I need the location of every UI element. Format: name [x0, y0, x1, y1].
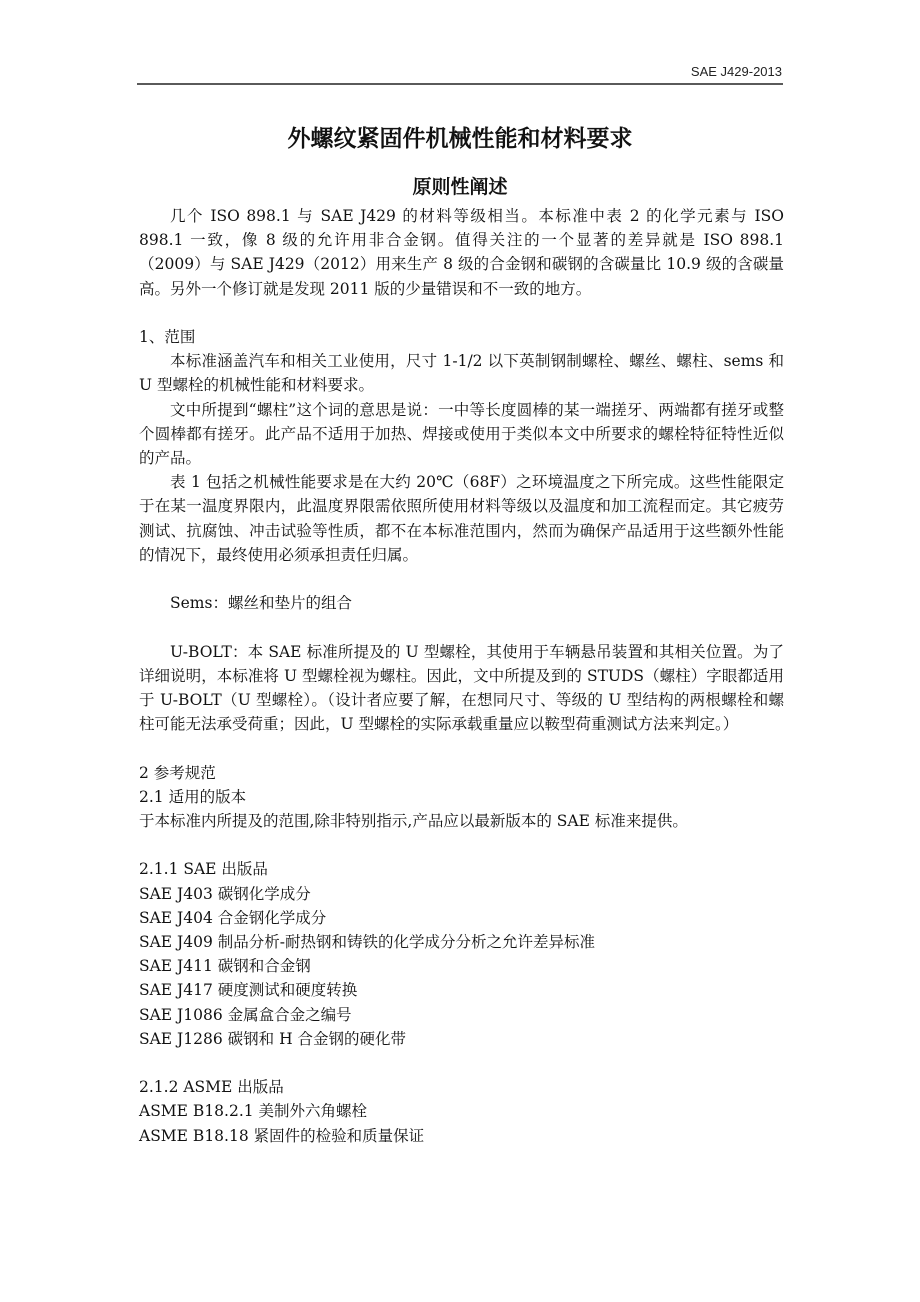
section-2-1-1-heading: 2.1.1 SAE 出版品 [139, 860, 268, 879]
preamble-paragraph: 几个 ISO 898.1 与 SAE J429 的材料等级相当。本标准中表 2 的化学元素与 ISO 898.1 一致，像 8 级的允许用非合金钢。值得关注的一个显著的差异就是 ISO 898.1（2009）与 SAE J429（2012）用来生产 8 级的合金钢和碳钢的含碳量比 10.9 级的含碳量高。另外一个修订就是发现 2011 版的少量错误和不一致的地方。 [139, 207, 784, 298]
spacer [139, 567, 784, 591]
ubolt-definition: U-BOLT：本 SAE 标准所提及的 U 型螺栓，其使用于车辆悬吊装置和其相关位置。为了详细说明，本标准将 U 型螺栓视为螺柱。因此，文中所提及到的 STUDS（螺柱）字眼都适用于 U-BOLT（U 型螺栓）。（设计者应要了解，在想同尺寸、等级的 U 型结构的两根螺栓和螺柱可能无法承受荷重；因此，U 型螺栓的实际承载重量应以鞍型荷重测试方法来判定。） [139, 642, 784, 734]
sae-ref-j409: SAE J409 制品分析-耐热钢和铸铁的化学成分分析之允许差异标准 [139, 933, 596, 952]
document-subtitle: 原则性阐述 [412, 176, 508, 198]
sae-ref-j417: SAE J417 硬度测试和硬度转换 [139, 981, 358, 1000]
sae-ref-j404: SAE J404 合金钢化学成分 [139, 908, 327, 927]
spacer [139, 736, 784, 760]
section-2-1-text: 于本标准内所提及的范围,除非特别指示,产品应以最新版本的 SAE 标准来提供。 [139, 812, 688, 831]
section-1-heading: 1、范围 [139, 328, 196, 346]
header-doc-code: SAE J429-2013 [690, 64, 782, 79]
scope-paragraph-3: 表 1 包括之机械性能要求是在大约 20℃（68F）之环境温度之下所完成。这些性能限定于在某一温度界限内，此温度界限需依照所使用材料等级以及温度和加工流程而定。其它疲劳测试、抗腐蚀、冲击试验等性质，都不在本标准范围内，然而为确保产品适用于这些额外性能的情况下，最终使用必须承担责任归属。 [139, 473, 784, 564]
scope-paragraph-2: 文中所提到“螺柱”这个词的意思是说：一中等长度圆棒的某一端搓牙、两端都有搓牙或整个圆棒都有搓牙。此产品不适用于加热、焊接或使用于类似本文中所要求的螺栓特征特性近似的产品。 [139, 400, 784, 468]
scope-paragraph-1: 本标准涵盖汽车和相关工业使用，尺寸 1-1/2 以下英制钢制螺栓、螺丝、螺柱、sems 和 U 型螺栓的机械性能和材料要求。 [139, 352, 784, 395]
section-2-heading: 2 参考规范 [139, 763, 216, 782]
sems-definition: Sems：螺丝和垫片的组合 [170, 594, 352, 613]
asme-ref-b18-18: ASME B18.18 紧固件的检验和质量保证 [139, 1126, 425, 1145]
document-body [139, 204, 784, 1148]
spacer [139, 615, 784, 639]
sae-ref-j411: SAE J411 碳钢和合金钢 [139, 957, 311, 976]
sae-ref-j1286: SAE J1286 碳钢和 H 合金钢的硬化带 [139, 1029, 407, 1048]
document-title: 外螺纹紧固件机械性能和材料要求 [287, 126, 633, 152]
asme-ref-b18-2-1: ASME B18.2.1 美制外六角螺栓 [139, 1102, 368, 1121]
spacer [139, 301, 784, 325]
spacer [139, 833, 784, 857]
section-2-1-heading: 2.1 适用的版本 [139, 787, 247, 806]
header-divider [137, 83, 783, 85]
sae-ref-j1086: SAE J1086 金属盒合金之编号 [139, 1005, 352, 1024]
sae-ref-j403: SAE J403 碳钢化学成分 [139, 884, 311, 903]
section-2-1-2-heading: 2.1.2 ASME 出版品 [139, 1078, 284, 1097]
spacer [139, 1051, 784, 1075]
